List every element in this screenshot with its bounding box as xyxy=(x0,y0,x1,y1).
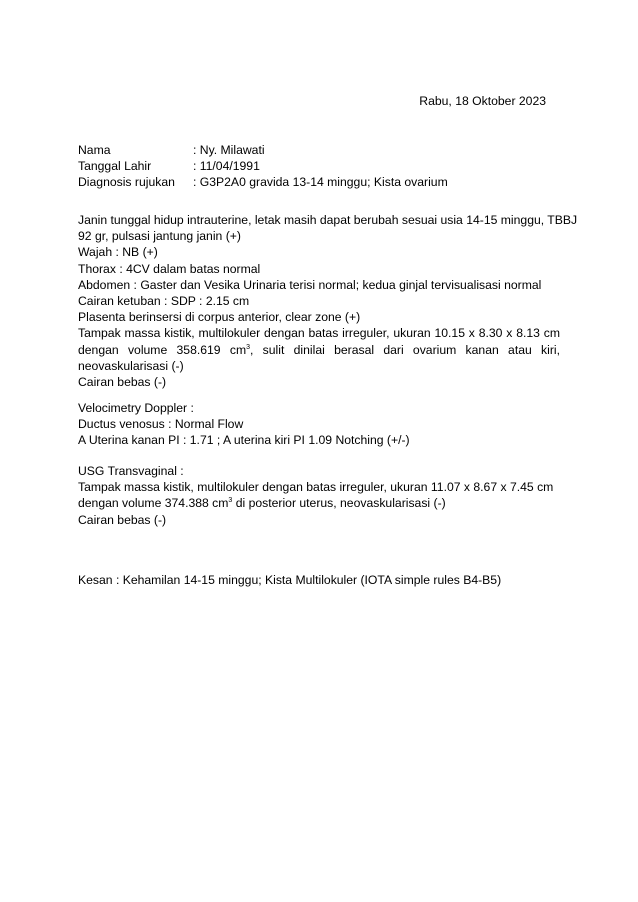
field-value: : 11/04/1991 xyxy=(193,159,260,174)
findings-section xyxy=(78,212,578,390)
kesan-section xyxy=(78,572,560,588)
usg-massa-line-2 xyxy=(78,495,560,511)
kesan-line: Kesan : Kehamilan 14-15 minggu; Kista Multilokuler (IOTA simple rules B4-B5) xyxy=(78,573,502,587)
uterina-line: A Uterina kanan PI : 1.71 ; A uterina kiri PI 1.09 Notching (+/-) xyxy=(78,433,410,448)
field-label: Tanggal Lahir xyxy=(78,159,152,174)
patient-row-name xyxy=(78,142,560,158)
usg-volume-text: dengan volume 374.388 cm xyxy=(78,496,229,511)
abdomen-line: Abdomen : Gaster dan Vesika Urinaria terisi normal; kedua ginjal tervisualisasi normal xyxy=(78,277,542,292)
wajah-line: Wajah : NB (+) xyxy=(78,245,158,260)
field-value: : Ny. Milawati xyxy=(193,143,265,157)
cairan-bebas-line: Cairan bebas (-) xyxy=(78,375,167,390)
massa-origin-text: , sulit dinilai berasal dari ovarium kanan atau kiri, xyxy=(250,342,560,357)
cubic-superscript: 3 xyxy=(228,497,233,505)
thorax-line: Thorax : 4CV dalam batas normal xyxy=(78,261,261,276)
plasenta-line: Plasenta berinsersi di corpus anterior, clear zone (+) xyxy=(78,310,361,325)
massa-line-3: neovaskularisasi (-) xyxy=(78,358,184,373)
massa-volume-text: dengan volume 358.619 cm xyxy=(78,342,247,357)
patient-row-diagnosis xyxy=(78,174,560,190)
field-value: : G3P2A0 gravida 13-14 minggu; Kista ovarium xyxy=(193,175,448,190)
report-date: Rabu, 18 Oktober 2023 xyxy=(419,94,546,108)
massa-line-2 xyxy=(78,342,560,358)
usg-transvaginal-section xyxy=(78,463,560,528)
usg-massa-line-1: Tampak massa kistik, multilokuler dengan batas irreguler, ukuran 11.07 x 8.67 x 7.45 cm xyxy=(78,480,554,495)
field-label: Nama xyxy=(78,143,111,157)
usg-title: USG Transvaginal : xyxy=(78,464,184,478)
usg-location-text: di posterior uterus, neovaskularisasi (-) xyxy=(232,496,446,511)
field-label: Diagnosis rujukan xyxy=(78,175,175,190)
janin-line-1: Janin tunggal hidup intrauterine, letak masih dapat berubah sesuai usia 14-15 minggu, TBBJ xyxy=(78,213,578,227)
doppler-title: Velocimetry Doppler : xyxy=(78,401,194,415)
ductus-line: Ductus venosus : Normal Flow xyxy=(78,417,244,432)
patient-row-dob xyxy=(78,158,560,174)
ketuban-line: Cairan ketuban : SDP : 2.15 cm xyxy=(78,294,250,309)
cubic-superscript: 3 xyxy=(246,343,251,351)
patient-info xyxy=(78,142,560,191)
usg-cairan-bebas-line: Cairan bebas (-) xyxy=(78,512,167,527)
doppler-section xyxy=(78,400,560,449)
massa-line-1: Tampak massa kistik, multilokuler dengan batas irreguler, ukuran 10.15 x 8.30 x 8.13 cm xyxy=(78,326,560,341)
janin-line-2: 92 gr, pulsasi jantung janin (+) xyxy=(78,229,241,244)
